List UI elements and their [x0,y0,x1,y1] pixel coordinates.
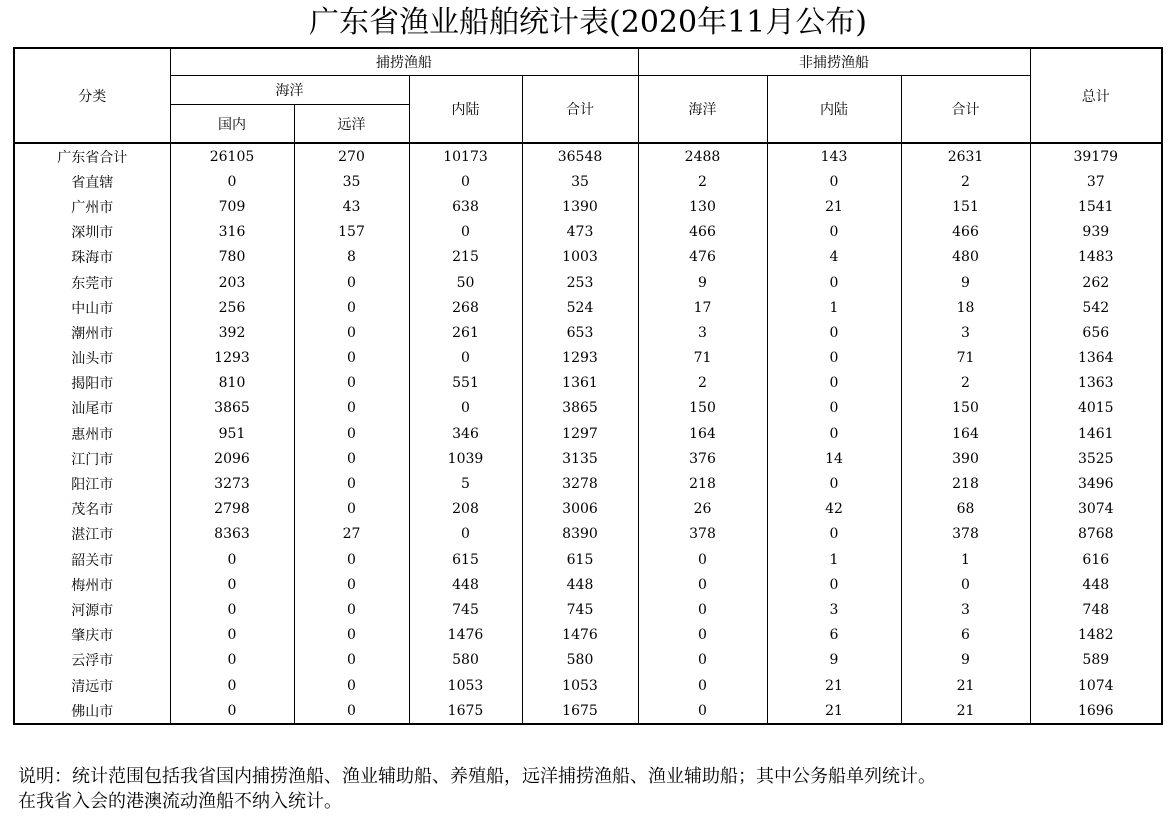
cell-total: 3525 [1030,446,1162,471]
cell-fishing-domestic: 316 [170,220,294,245]
cell-region: 汕头市 [14,346,170,371]
header-fishing-inland: 内陆 [409,76,522,144]
cell-nonfishing-subtotal: 21 [901,673,1030,698]
cell-fishing-domestic: 780 [170,245,294,270]
cell-nonfishing-subtotal: 480 [901,245,1030,270]
cell-fishing-domestic: 26105 [170,143,294,169]
table-row [14,446,1162,471]
cell-fishing-distant: 0 [294,623,409,648]
cell-total: 39179 [1030,143,1162,169]
cell-fishing-inland: 261 [409,320,522,345]
cell-fishing-distant: 0 [294,421,409,446]
cell-fishing-domestic: 2096 [170,446,294,471]
cell-nonfishing-subtotal: 21 [901,698,1030,724]
cell-nonfishing-inland: 21 [767,673,901,698]
cell-nonfishing-inland: 4 [767,245,901,270]
cell-nonfishing-inland: 6 [767,623,901,648]
cell-fishing-inland: 615 [409,547,522,572]
cell-region: 茂名市 [14,497,170,522]
cell-fishing-subtotal: 653 [522,320,638,345]
table-row [14,421,1162,446]
cell-fishing-inland: 215 [409,245,522,270]
cell-fishing-subtotal: 1361 [522,371,638,396]
cell-fishing-distant: 8 [294,245,409,270]
cell-fishing-domestic: 0 [170,597,294,622]
cell-nonfishing-inland: 0 [767,169,901,194]
table-row [14,220,1162,245]
footnote-line-1: 说明：统计范围包括我省国内捕捞渔船、渔业辅助船、养殖船，远洋捕捞渔船、渔业辅助船；其中公务船单列统计。 [18,766,936,787]
cell-fishing-subtotal: 3278 [522,471,638,496]
cell-fishing-distant: 0 [294,396,409,421]
header-category: 分类 [14,48,170,143]
cell-total: 1483 [1030,245,1162,270]
cell-total: 589 [1030,648,1162,673]
header-marine-domestic: 国内 [170,105,294,144]
cell-fishing-distant: 0 [294,270,409,295]
cell-fishing-distant: 0 [294,371,409,396]
cell-fishing-subtotal: 448 [522,572,638,597]
footnote-line-2: 在我省入会的港澳流动渔船不纳入统计。 [18,791,342,812]
cell-fishing-subtotal: 3865 [522,396,638,421]
cell-region: 梅州市 [14,572,170,597]
cell-nonfishing-inland: 0 [767,572,901,597]
cell-total: 4015 [1030,396,1162,421]
cell-fishing-domestic: 3273 [170,471,294,496]
cell-fishing-distant: 0 [294,320,409,345]
cell-region: 珠海市 [14,245,170,270]
table-row [14,471,1162,496]
cell-nonfishing-inland: 143 [767,143,901,169]
cell-nonfishing-marine: 218 [638,471,767,496]
cell-total: 37 [1030,169,1162,194]
cell-region: 湛江市 [14,522,170,547]
cell-fishing-subtotal: 1003 [522,245,638,270]
cell-fishing-inland: 346 [409,421,522,446]
cell-fishing-subtotal: 580 [522,648,638,673]
cell-fishing-inland: 580 [409,648,522,673]
cell-fishing-subtotal: 3135 [522,446,638,471]
cell-fishing-domestic: 8363 [170,522,294,547]
cell-fishing-distant: 270 [294,143,409,169]
cell-fishing-domestic: 392 [170,320,294,345]
cell-nonfishing-marine: 3 [638,320,767,345]
table-row [14,673,1162,698]
cell-nonfishing-subtotal: 164 [901,421,1030,446]
header-nonfishing-subtotal: 合计 [901,76,1030,144]
cell-total: 542 [1030,295,1162,320]
cell-nonfishing-inland: 42 [767,497,901,522]
cell-fishing-inland: 1053 [409,673,522,698]
cell-fishing-distant: 43 [294,194,409,219]
cell-nonfishing-marine: 164 [638,421,767,446]
cell-nonfishing-subtotal: 390 [901,446,1030,471]
cell-total: 1696 [1030,698,1162,724]
cell-total: 616 [1030,547,1162,572]
cell-fishing-subtotal: 1476 [522,623,638,648]
cell-fishing-inland: 0 [409,220,522,245]
cell-nonfishing-marine: 2 [638,371,767,396]
table-row [14,270,1162,295]
header-fishing-vessels: 捕捞渔船 [170,48,638,76]
table-row [14,143,1162,169]
cell-fishing-distant: 35 [294,169,409,194]
cell-region: 韶关市 [14,547,170,572]
statistics-table [13,47,1163,725]
cell-nonfishing-marine: 466 [638,220,767,245]
cell-fishing-subtotal: 745 [522,597,638,622]
cell-fishing-domestic: 203 [170,270,294,295]
cell-nonfishing-marine: 0 [638,623,767,648]
cell-fishing-distant: 0 [294,295,409,320]
cell-nonfishing-marine: 17 [638,295,767,320]
cell-total: 3074 [1030,497,1162,522]
header-fishing-subtotal: 合计 [522,76,638,144]
cell-fishing-distant: 27 [294,522,409,547]
cell-nonfishing-subtotal: 150 [901,396,1030,421]
cell-fishing-inland: 1039 [409,446,522,471]
table-body [14,143,1162,724]
cell-fishing-subtotal: 473 [522,220,638,245]
header-total: 总计 [1030,48,1162,143]
cell-nonfishing-marine: 0 [638,547,767,572]
cell-nonfishing-marine: 150 [638,396,767,421]
cell-region: 东莞市 [14,270,170,295]
cell-total: 656 [1030,320,1162,345]
cell-region: 云浮市 [14,648,170,673]
cell-fishing-subtotal: 35 [522,169,638,194]
table-row [14,547,1162,572]
cell-nonfishing-marine: 378 [638,522,767,547]
table-row [14,522,1162,547]
cell-total: 1482 [1030,623,1162,648]
cell-fishing-domestic: 0 [170,547,294,572]
cell-fishing-domestic: 0 [170,572,294,597]
cell-fishing-inland: 5 [409,471,522,496]
cell-nonfishing-inland: 14 [767,446,901,471]
cell-fishing-inland: 208 [409,497,522,522]
cell-fishing-domestic: 0 [170,169,294,194]
cell-region: 河源市 [14,597,170,622]
header-marine-distant: 远洋 [294,105,409,144]
cell-nonfishing-inland: 0 [767,371,901,396]
cell-fishing-domestic: 0 [170,648,294,673]
cell-fishing-distant: 0 [294,497,409,522]
cell-nonfishing-subtotal: 6 [901,623,1030,648]
table-row [14,245,1162,270]
header-nonfishing-vessels: 非捕捞渔船 [638,48,1030,76]
cell-fishing-subtotal: 1293 [522,346,638,371]
cell-nonfishing-inland: 21 [767,194,901,219]
cell-region: 阳江市 [14,471,170,496]
cell-nonfishing-marine: 130 [638,194,767,219]
cell-total: 8768 [1030,522,1162,547]
cell-nonfishing-marine: 0 [638,673,767,698]
table-row [14,295,1162,320]
cell-nonfishing-inland: 0 [767,396,901,421]
cell-fishing-inland: 638 [409,194,522,219]
table-row [14,169,1162,194]
cell-nonfishing-marine: 26 [638,497,767,522]
cell-fishing-domestic: 1293 [170,346,294,371]
cell-nonfishing-inland: 0 [767,220,901,245]
cell-total: 1461 [1030,421,1162,446]
cell-nonfishing-marine: 476 [638,245,767,270]
cell-region: 深圳市 [14,220,170,245]
cell-nonfishing-subtotal: 378 [901,522,1030,547]
cell-nonfishing-subtotal: 0 [901,572,1030,597]
cell-fishing-domestic: 0 [170,623,294,648]
cell-nonfishing-inland: 0 [767,270,901,295]
cell-fishing-distant: 157 [294,220,409,245]
cell-fishing-domestic: 2798 [170,497,294,522]
cell-fishing-subtotal: 524 [522,295,638,320]
cell-fishing-distant: 0 [294,648,409,673]
cell-fishing-inland: 268 [409,295,522,320]
cell-fishing-distant: 0 [294,572,409,597]
cell-region: 佛山市 [14,698,170,724]
cell-total: 748 [1030,597,1162,622]
cell-nonfishing-subtotal: 3 [901,320,1030,345]
cell-total: 1074 [1030,673,1162,698]
cell-nonfishing-inland: 0 [767,522,901,547]
cell-nonfishing-subtotal: 1 [901,547,1030,572]
table-row [14,648,1162,673]
footnote [18,764,1168,814]
cell-fishing-subtotal: 615 [522,547,638,572]
cell-nonfishing-subtotal: 18 [901,295,1030,320]
cell-fishing-distant: 0 [294,698,409,724]
cell-fishing-subtotal: 253 [522,270,638,295]
cell-fishing-distant: 0 [294,547,409,572]
cell-nonfishing-inland: 21 [767,698,901,724]
table-row [14,194,1162,219]
cell-nonfishing-inland: 0 [767,421,901,446]
cell-nonfishing-inland: 1 [767,295,901,320]
cell-nonfishing-inland: 0 [767,346,901,371]
cell-fishing-domestic: 0 [170,698,294,724]
cell-total: 448 [1030,572,1162,597]
table-row [14,597,1162,622]
cell-nonfishing-subtotal: 151 [901,194,1030,219]
cell-region: 江门市 [14,446,170,471]
cell-total: 1541 [1030,194,1162,219]
cell-nonfishing-marine: 2 [638,169,767,194]
table-row [14,346,1162,371]
table-row [14,320,1162,345]
cell-nonfishing-marine: 0 [638,572,767,597]
table-row [14,623,1162,648]
table-row [14,572,1162,597]
cell-nonfishing-subtotal: 9 [901,648,1030,673]
cell-region: 广东省合计 [14,143,170,169]
cell-fishing-domestic: 3865 [170,396,294,421]
cell-fishing-inland: 0 [409,169,522,194]
cell-fishing-inland: 0 [409,396,522,421]
cell-fishing-subtotal: 1675 [522,698,638,724]
cell-nonfishing-subtotal: 466 [901,220,1030,245]
cell-fishing-subtotal: 36548 [522,143,638,169]
cell-nonfishing-subtotal: 2 [901,169,1030,194]
header-fishing-marine: 海洋 [170,76,409,105]
cell-fishing-inland: 0 [409,346,522,371]
cell-fishing-distant: 0 [294,673,409,698]
cell-nonfishing-subtotal: 68 [901,497,1030,522]
cell-total: 262 [1030,270,1162,295]
cell-fishing-distant: 0 [294,597,409,622]
cell-nonfishing-subtotal: 2631 [901,143,1030,169]
cell-nonfishing-subtotal: 3 [901,597,1030,622]
cell-nonfishing-subtotal: 2 [901,371,1030,396]
cell-total: 1363 [1030,371,1162,396]
header-nonfishing-marine: 海洋 [638,76,767,144]
cell-fishing-domestic: 256 [170,295,294,320]
cell-nonfishing-inland: 3 [767,597,901,622]
cell-total: 1364 [1030,346,1162,371]
cell-region: 惠州市 [14,421,170,446]
cell-nonfishing-marine: 0 [638,698,767,724]
cell-nonfishing-subtotal: 71 [901,346,1030,371]
table-header [14,48,1162,143]
cell-region: 肇庆市 [14,623,170,648]
cell-region: 揭阳市 [14,371,170,396]
cell-region: 清远市 [14,673,170,698]
cell-fishing-inland: 448 [409,572,522,597]
cell-total: 939 [1030,220,1162,245]
cell-fishing-inland: 50 [409,270,522,295]
cell-nonfishing-marine: 71 [638,346,767,371]
cell-fishing-domestic: 951 [170,421,294,446]
cell-fishing-domestic: 0 [170,673,294,698]
cell-region: 潮州市 [14,320,170,345]
cell-fishing-distant: 0 [294,346,409,371]
cell-nonfishing-inland: 9 [767,648,901,673]
cell-fishing-domestic: 810 [170,371,294,396]
table-row [14,698,1162,724]
cell-nonfishing-marine: 376 [638,446,767,471]
table-row [14,396,1162,421]
cell-nonfishing-inland: 0 [767,320,901,345]
cell-fishing-subtotal: 8390 [522,522,638,547]
cell-fishing-subtotal: 1390 [522,194,638,219]
cell-fishing-domestic: 709 [170,194,294,219]
cell-fishing-inland: 0 [409,522,522,547]
cell-nonfishing-marine: 2488 [638,143,767,169]
cell-fishing-inland: 1675 [409,698,522,724]
header-nonfishing-inland: 内陆 [767,76,901,144]
cell-fishing-subtotal: 1053 [522,673,638,698]
cell-fishing-subtotal: 1297 [522,421,638,446]
table-row [14,371,1162,396]
cell-fishing-inland: 551 [409,371,522,396]
page-title: 广东省渔业船舶统计表(2020年11月公布) [309,5,867,40]
cell-nonfishing-inland: 0 [767,471,901,496]
cell-fishing-distant: 0 [294,471,409,496]
cell-region: 广州市 [14,194,170,219]
cell-nonfishing-marine: 9 [638,270,767,295]
cell-total: 3496 [1030,471,1162,496]
cell-nonfishing-marine: 0 [638,597,767,622]
cell-fishing-inland: 10173 [409,143,522,169]
cell-fishing-inland: 745 [409,597,522,622]
cell-region: 省直辖 [14,169,170,194]
cell-fishing-subtotal: 3006 [522,497,638,522]
cell-region: 中山市 [14,295,170,320]
cell-nonfishing-inland: 1 [767,547,901,572]
table-row [14,497,1162,522]
cell-fishing-inland: 1476 [409,623,522,648]
cell-fishing-distant: 0 [294,446,409,471]
cell-nonfishing-marine: 0 [638,648,767,673]
cell-nonfishing-subtotal: 218 [901,471,1030,496]
cell-nonfishing-subtotal: 9 [901,270,1030,295]
cell-region: 汕尾市 [14,396,170,421]
